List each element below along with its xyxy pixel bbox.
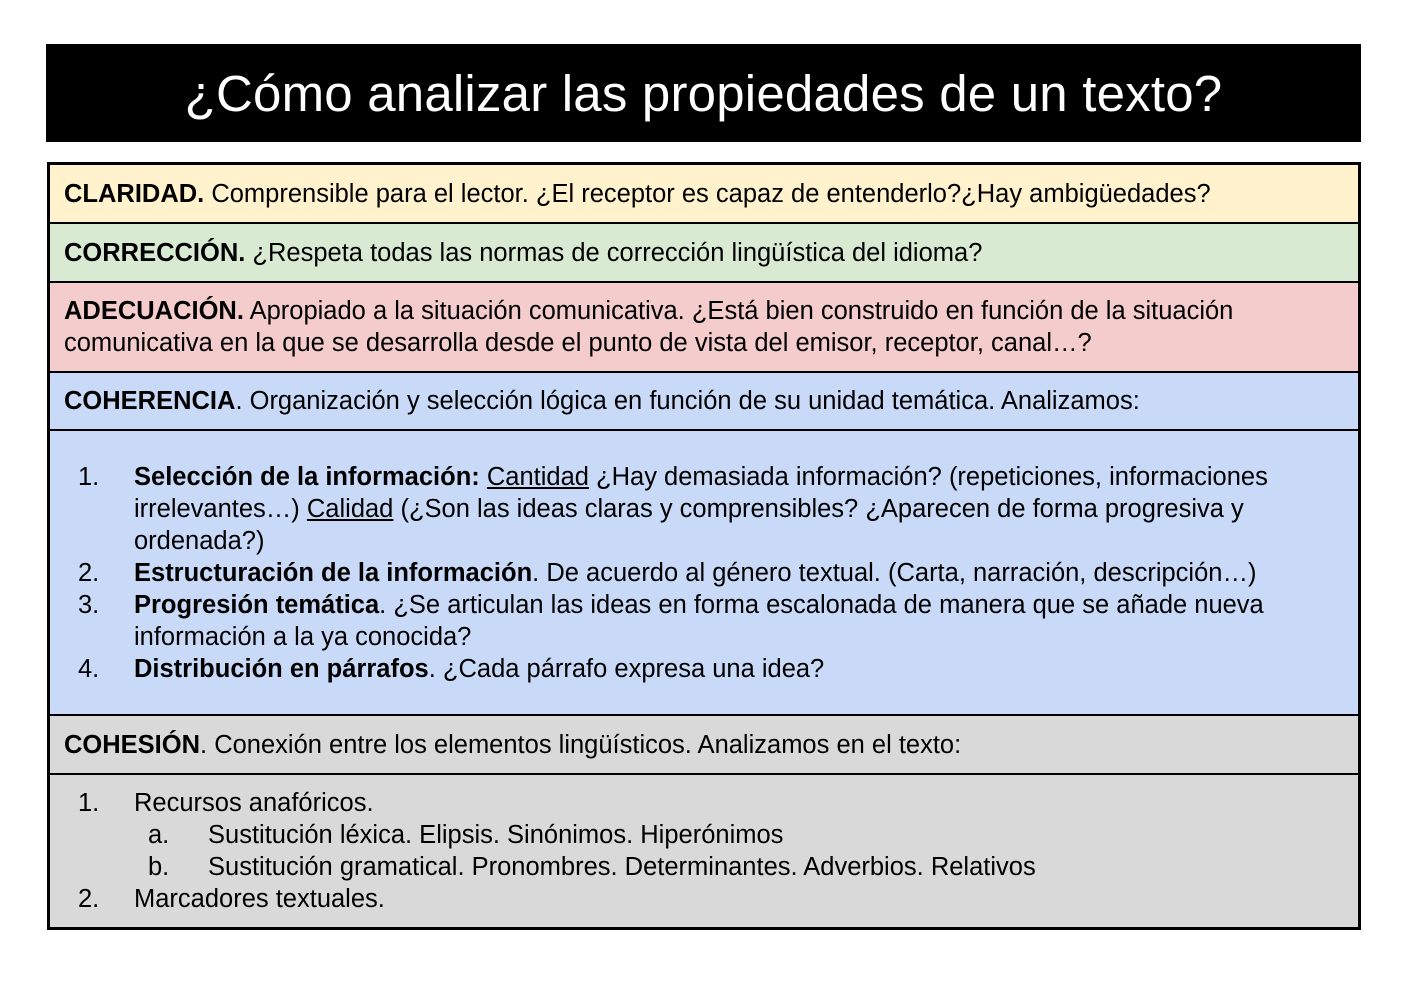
cohesion-text: . Conexión entre los elementos lingüísticos. Analizamos en el texto: [200, 730, 962, 759]
coherencia-list-cell [49, 430, 1360, 715]
row-correccion [49, 223, 1360, 282]
coherencia-text: . Organización y selección lógica en función de su unidad temática. Analizamos: [235, 387, 1140, 415]
list-item-text: Recursos anafóricos. [134, 789, 374, 817]
list-item-text: . De acuerdo al género textual. (Carta, narración, descripción…) [532, 558, 1257, 587]
sub-list-item-letter: a. [148, 821, 170, 849]
list-item [78, 589, 1344, 653]
list-item-text: . ¿Se articulan las ideas en forma escalonada de manera que se añade nueva información a la ya conocida? [134, 590, 1264, 651]
list-item [78, 883, 1344, 915]
list-item-text: (¿Son las ideas claras y comprensibles? ¿Aparecen de forma progresiva y ordenada?) [134, 494, 1244, 555]
list-item-text: ¿Hay demasiada información? (repeticiones, informaciones irrelevantes…) [134, 462, 1268, 523]
list-item-text: . ¿Cada párrafo expresa una idea? [428, 654, 825, 683]
adecuacion-label: ADECUACIÓN. [64, 297, 244, 325]
list-item [78, 557, 1344, 589]
row-coherencia-list [49, 430, 1360, 715]
list-item-number: 1. [78, 789, 100, 817]
list-item-label: Estructuración de la información [134, 558, 533, 587]
list-item-number: 4. [78, 654, 100, 683]
row-cohesion-list [49, 774, 1360, 929]
row-cohesion [49, 715, 1360, 774]
claridad-cell [49, 164, 1360, 224]
list-item [78, 653, 1344, 685]
coherencia-cell [49, 372, 1360, 430]
page-title: ¿Cómo analizar las propiedades de un texto? [184, 64, 1223, 122]
list-item-text: Marcadores textuales. [134, 885, 385, 913]
cohesion-list [64, 787, 1344, 915]
adecuacion-text: Apropiado a la situación comunicativa. ¿Está bien construido en función de la situación comunicativa en la que se desarrolla desde el punto de vista del emisor, receptor, canal…? [64, 297, 1234, 357]
sub-list-item [78, 851, 1344, 883]
list-item-label: Selección de la información: [134, 462, 480, 491]
list-item-separator [480, 463, 487, 491]
title-banner [46, 44, 1361, 142]
cantidad-term: Cantidad [486, 462, 589, 491]
correccion-text: ¿Respeta todas las normas de corrección lingüística del idioma? [245, 238, 983, 267]
list-item [78, 461, 1344, 557]
correccion-cell [49, 223, 1360, 282]
cohesion-label: COHESIÓN [64, 730, 201, 759]
correccion-label: CORRECCIÓN. [64, 238, 246, 267]
list-item-body [134, 557, 1344, 589]
list-item-number: 3. [78, 590, 100, 619]
row-claridad [49, 164, 1360, 224]
sub-list-item [78, 819, 1344, 851]
list-item-label: Progresión temática [134, 590, 380, 619]
claridad-text: Comprensible para el lector. ¿El receptor es capaz de entenderlo?¿Hay ambigüedades? [204, 179, 1211, 208]
calidad-term: Calidad [306, 494, 394, 523]
properties-table [47, 162, 1361, 930]
cohesion-cell [49, 715, 1360, 774]
sub-list-item-text: Sustitución léxica. Elipsis. Sinónimos. Hiperónimos [208, 821, 784, 849]
list-item-number: 2. [78, 885, 100, 913]
cohesion-list-cell [49, 774, 1360, 929]
list-item-body [134, 589, 1344, 653]
list-item-number: 1. [78, 462, 100, 491]
row-coherencia [49, 372, 1360, 430]
sub-list-item-text: Sustitución gramatical. Pronombres. Determinantes. Adverbios. Relativos [208, 853, 1036, 881]
row-adecuacion [49, 282, 1360, 372]
list-item-body [134, 461, 1344, 557]
adecuacion-cell [49, 282, 1360, 372]
list-item [78, 787, 1344, 819]
claridad-label: CLARIDAD. [64, 179, 205, 208]
sub-list-item-letter: b. [148, 853, 170, 881]
list-item-body [134, 653, 1344, 685]
coherencia-list [64, 461, 1344, 685]
list-item-label: Distribución en párrafos [134, 654, 429, 683]
list-item-number: 2. [78, 558, 100, 587]
coherencia-label: COHERENCIA [64, 387, 236, 415]
